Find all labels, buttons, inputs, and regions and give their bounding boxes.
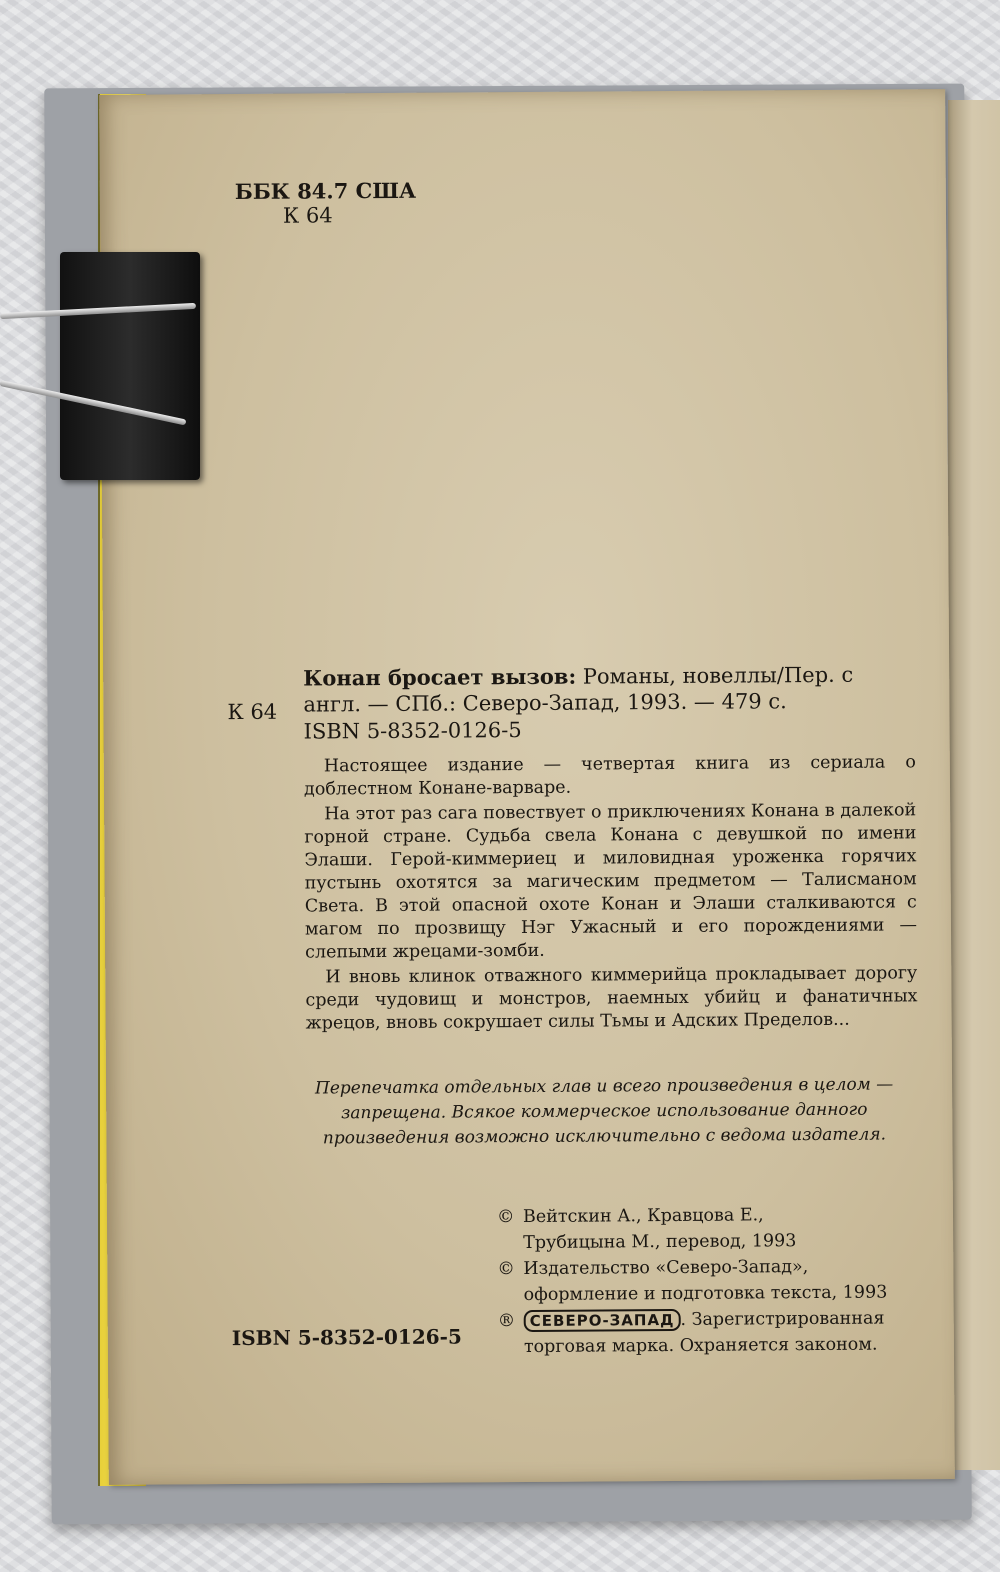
entry-isbn: ISBN 5-8352-0126-5 (303, 718, 522, 744)
publisher-logo: СЕВЕРО-ЗАПАД (524, 1309, 681, 1332)
reprint-notice: Перепечатка отдельных глав и всего произведения в целом — запрещена. Всякое коммерческое использование данного произведения возможно исключительно с ведома издателя. (314, 1074, 894, 1149)
book-page (99, 89, 955, 1485)
binder-clip (60, 252, 200, 480)
copyright-icon: © (496, 1207, 515, 1228)
isbn-bottom: ISBN 5-8352-0126-5 (231, 1324, 462, 1351)
book-title: Конан бросает вызов: (303, 663, 577, 691)
trademark-text: . Зарегистрированная (680, 1308, 885, 1330)
bbk-line1: ББК 84.7 США (234, 177, 417, 205)
copyright-publisher (497, 1253, 937, 1308)
copyright-text: оформление и подготовка текста, 1993 (523, 1282, 888, 1306)
bbk-line2: К 64 (282, 203, 333, 228)
bbk-index (235, 179, 417, 228)
trademark-text: торговая марка. Охраняется законом. (523, 1334, 878, 1358)
copyright-translation (497, 1201, 937, 1256)
catalog-entry (303, 661, 918, 1037)
copyright-text: Трубицына М., перевод, 1993 (523, 1231, 797, 1254)
copyright-block (497, 1201, 938, 1360)
trademark-line (498, 1305, 938, 1360)
entry-title (303, 661, 915, 691)
copyright-text: Издательство «Северо-Запад», (523, 1257, 809, 1280)
annotation (304, 751, 918, 1035)
catalog-code: К 64 (227, 699, 278, 725)
annotation-paragraph: И вновь клинок отважного киммерийца прокладывает дорогу среди чудовищ и монстров, наемных убийц и фанатичных жрецов, вновь сокрушает силы Тьмы и Адских Пределов... (305, 963, 918, 1034)
title-rest: Романы, новеллы/Пер. с (576, 662, 854, 689)
entry-publisher: англ. — СПб.: Северо-Запад, 1993. — 479 с. (303, 689, 787, 717)
copyright-icon: © (497, 1259, 515, 1280)
copyright-text: Вейтскин А., Кравцова Е., (522, 1205, 764, 1228)
annotation-paragraph: Настоящее издание — четвертая книга из сериала о доблестном Конане-варваре. (303, 752, 916, 800)
registered-icon: ® (497, 1311, 516, 1332)
annotation-paragraph: На этот раз сага повествует о приключениях Конана в далекой горной стране. Судьба свела Конана с девушкой по имени Элаши. Герой-киммериец и миловидная уроженка горячих пустынь охотятся за магическим предметом — Талисманом Света. В этой опасной охоте Конан и Элаши сталкиваются с магом по прозвищу Нэг Ужасный и его порождениями — слепыми жрецами-зомби. (304, 800, 918, 963)
facing-page-edge (948, 100, 1000, 1470)
